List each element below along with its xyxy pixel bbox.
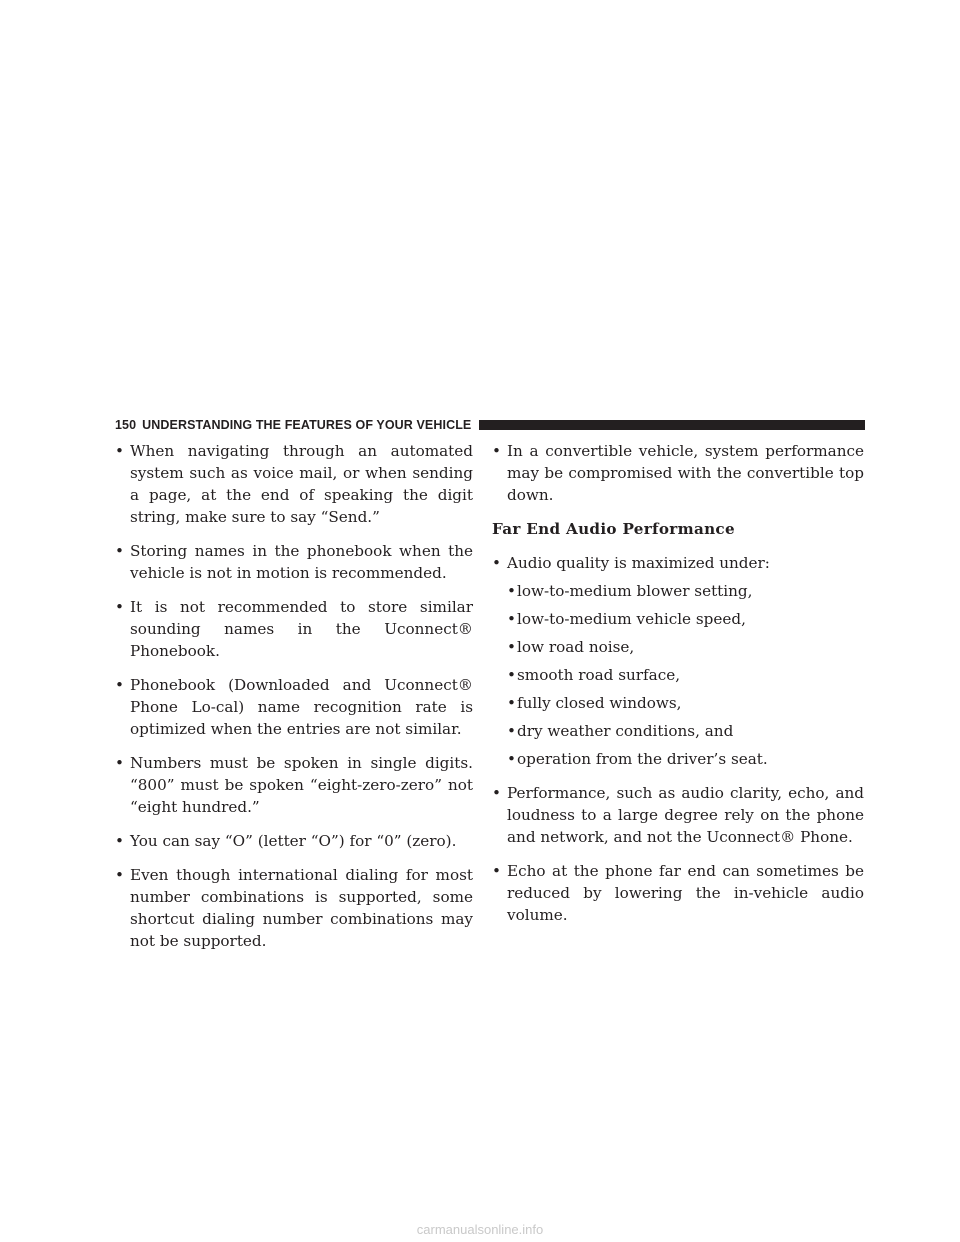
bullet-icon: • — [492, 442, 501, 460]
sub-list-item — [507, 580, 864, 602]
sub-list-item — [507, 692, 864, 714]
sub-list-item — [507, 636, 864, 658]
list-item — [492, 552, 864, 770]
sub-list-item-text: low road noise, — [517, 638, 635, 656]
header-text — [115, 418, 471, 432]
list-item-text: You can say “O” (letter “O”) for “0” (zero). — [130, 832, 457, 850]
bullet-icon: • — [492, 862, 501, 880]
list-item-text: Storing names in the phonebook when the vehicle is not in motion is recommended. — [130, 542, 473, 582]
right-top-bullet-list — [492, 440, 864, 506]
list-item-text: Audio quality is maximized under: — [507, 554, 770, 572]
list-item-text: Performance, such as audio clarity, echo, and loudness to a large degree rely on the phone and network, and not the Uconnect® Phone. — [507, 784, 864, 846]
sub-list-item-text: dry weather conditions, and — [517, 722, 734, 740]
bullet-icon: • — [507, 582, 516, 600]
audio-quality-sublist — [507, 580, 864, 770]
left-column — [115, 440, 473, 964]
list-item-text: Numbers must be spoken in single digits. “800” must be spoken “eight-zero-zero” not “eight hundred.” — [130, 754, 473, 816]
right-bullet-list — [492, 552, 864, 926]
bullet-icon: • — [115, 442, 124, 460]
list-item-text: Even though international dialing for most number combinations is supported, some shortcut dialing number combinations may not be supported. — [130, 866, 473, 950]
left-bullet-list — [115, 440, 473, 952]
page-header — [115, 416, 865, 434]
bullet-icon: • — [507, 666, 516, 684]
bullet-icon: • — [115, 676, 124, 694]
list-item — [115, 864, 473, 952]
list-item — [115, 830, 473, 852]
right-column — [492, 440, 864, 938]
sub-list-item — [507, 608, 864, 630]
list-item — [492, 440, 864, 506]
header-rule — [479, 420, 865, 430]
list-item-text: Phonebook (Downloaded and Uconnect® Phone Lo-cal) name recognition rate is optimized when the entries are not similar. — [130, 676, 473, 738]
sub-list-item-text: low-to-medium vehicle speed, — [517, 610, 746, 628]
list-item-text: It is not recommended to store similar sounding names in the Uconnect® Phonebook. — [130, 598, 473, 660]
list-item-text: When navigating through an automated system such as voice mail, or when sending a page, at the end of speaking the digit string, make sure to say “Send.” — [130, 442, 473, 526]
list-item — [115, 440, 473, 528]
page-number: 150 — [115, 418, 137, 432]
bullet-icon: • — [115, 866, 124, 884]
bullet-icon: • — [492, 554, 501, 572]
watermark: carmanualsonline.info — [416, 1222, 544, 1237]
list-item — [115, 540, 473, 584]
bullet-icon: • — [492, 784, 501, 802]
sub-list-item — [507, 720, 864, 742]
sub-list-item-text: smooth road surface, — [517, 666, 681, 684]
bullet-icon: • — [115, 598, 124, 616]
list-item — [115, 752, 473, 818]
sub-list-item-text: fully closed windows, — [517, 694, 682, 712]
list-item-text: In a convertible vehicle, system performance may be compromised with the convertible top down. — [507, 442, 864, 504]
list-item — [492, 782, 864, 848]
bullet-icon: • — [115, 754, 124, 772]
sub-list-item — [507, 664, 864, 686]
list-item — [115, 674, 473, 740]
list-item — [492, 860, 864, 926]
list-item-text: Echo at the phone far end can sometimes be reduced by lowering the in-vehicle audio volume. — [507, 862, 864, 924]
section-heading: Far End Audio Performance — [492, 520, 735, 538]
list-item — [115, 596, 473, 662]
bullet-icon: • — [115, 832, 124, 850]
sub-list-item-text: low-to-medium blower setting, — [517, 582, 753, 600]
bullet-icon: • — [507, 610, 516, 628]
bullet-icon: • — [507, 638, 516, 656]
sub-list-item-text: operation from the driver’s seat. — [517, 750, 768, 768]
bullet-icon: • — [507, 722, 516, 740]
sub-list-item — [507, 748, 864, 770]
bullet-icon: • — [507, 694, 516, 712]
chapter-title: UNDERSTANDING THE FEATURES OF YOUR VEHICLE — [142, 418, 472, 432]
bullet-icon: • — [507, 750, 516, 768]
bullet-icon: • — [115, 542, 124, 560]
